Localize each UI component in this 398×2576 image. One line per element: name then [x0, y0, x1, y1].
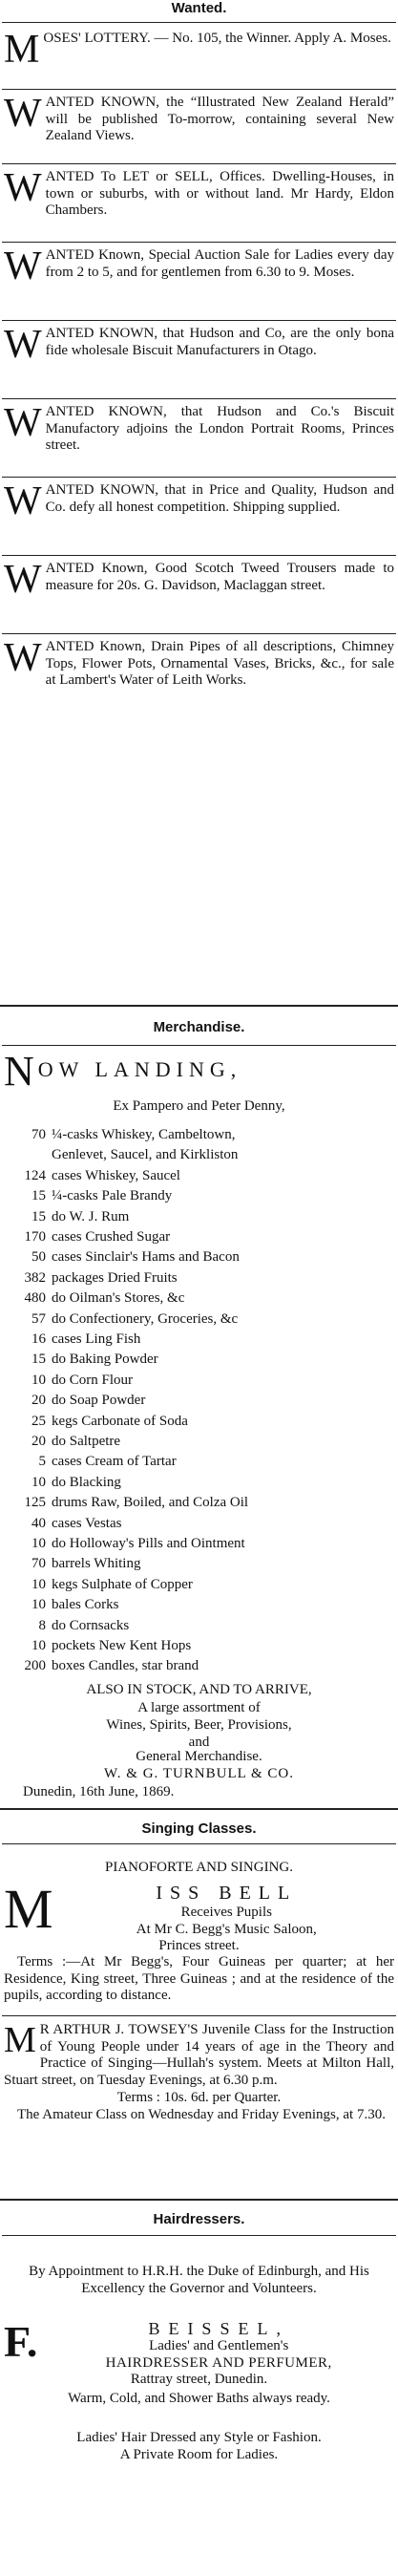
- assortment-line: Wines, Spirits, Beer, Provisions,: [106, 1717, 292, 1733]
- stock-description: Genlevet, Saucel, and Kirkliston: [52, 1147, 239, 1163]
- receives-pupils: Receives Pupils: [180, 1905, 272, 1920]
- stock-quantity: 16: [31, 1331, 46, 1347]
- divider: [2, 398, 396, 399]
- stock-description: boxes Candles, star brand: [52, 1658, 199, 1674]
- ad-text: ANTED KNOWN, that Hudson and Co, are the only bona fide wholesale Biscuit Manufacturers in Otago.: [45, 326, 394, 358]
- stock-item: [4, 1618, 394, 1634]
- stock-item: [4, 1331, 394, 1348]
- stock-item: [4, 1393, 394, 1409]
- stock-item: [4, 1516, 394, 1532]
- stock-item: [4, 1577, 394, 1593]
- stock-description: do Confectionery, Groceries, &c: [52, 1310, 239, 1327]
- wanted-ad: [4, 479, 394, 523]
- stock-quantity: 124: [24, 1167, 46, 1183]
- stock-item: [4, 1311, 394, 1328]
- divider: [2, 555, 396, 556]
- venue-street: Princes street.: [158, 1938, 240, 1953]
- stock-description: do Blacking: [52, 1474, 121, 1490]
- wanted-ad: [4, 245, 394, 288]
- stock-quantity: 25: [31, 1413, 46, 1429]
- divider: [2, 89, 396, 90]
- divider: [2, 633, 396, 634]
- wanted-ad: [4, 92, 394, 145]
- ad-text: ANTED KNOWN, that in Price and Quality, Hudson and Co. defy all honest competition. Shipping supplied.: [45, 482, 394, 515]
- stock-description: cases Whiskey, Saucel: [52, 1167, 180, 1183]
- assortment-line: General Merchandise.: [136, 1749, 262, 1764]
- divider: [2, 320, 396, 321]
- towsey-text: R ARTHUR J. TOWSEY'S Juvenile Class for the Instruction of Young People under 14 years of age in the Theory and Practice of Singing—Hullah's system. Meets at Milton Hall, Stuart street, on Tuesday Evenings, at 6.30 p.m.: [4, 2022, 394, 2088]
- divider: [0, 1005, 398, 1007]
- drop-cap: N: [4, 1048, 34, 1095]
- stock-description: do Cornsacks: [52, 1617, 130, 1633]
- teacher-name: ISS BELL: [156, 1883, 298, 1904]
- ad-text: ANTED Known, Drain Pipes of all descriptions, Chimney Tops, Flower Pots, Ornamental Vases, Bricks, &c., for sale at Lambert's Water of Leith Works.: [45, 639, 394, 688]
- stock-description: barrels Whiting: [52, 1556, 141, 1572]
- stock-quantity: 170: [24, 1229, 46, 1245]
- divider: [2, 2015, 396, 2016]
- now-landing-ad: [4, 1048, 394, 1095]
- ad-date: Dunedin, 16th June, 1869.: [23, 1784, 175, 1799]
- stock-item: [4, 1290, 394, 1307]
- stock-description: do Baking Powder: [52, 1352, 158, 1368]
- stock-quantity: 5: [38, 1454, 46, 1470]
- section-heading-hairdressers: Hairdressers.: [153, 2211, 245, 2227]
- stock-quantity: 15: [31, 1208, 46, 1224]
- assortment-line: and: [188, 1735, 210, 1750]
- stock-quantity: 20: [31, 1434, 46, 1449]
- drop-cap: M: [4, 1878, 53, 1940]
- assortment-line: A large assortment of: [137, 1700, 261, 1715]
- stock-quantity: 10: [31, 1638, 46, 1653]
- divider: [0, 1808, 398, 1810]
- also-in-stock: ALSO IN STOCK, AND TO ARRIVE,: [86, 1682, 312, 1697]
- ladies-notice: Ladies' Hair Dressed any Style or Fashion.: [76, 2430, 322, 2445]
- stock-quantity: 40: [31, 1515, 46, 1531]
- stock-description: do Saltpetre: [52, 1434, 121, 1449]
- wanted-ad: [4, 558, 394, 602]
- section-heading-singing: Singing Classes.: [141, 1820, 257, 1837]
- ad-text: OSES' LOTTERY. — No. 105, the Winner. Apply A. Moses.: [43, 31, 391, 46]
- stock-quantity: 70: [31, 1127, 46, 1142]
- ad-text: ANTED Known, Special Auction Sale for Ladies every day from 2 to 5, and for gentlemen from 6.30 to 9. Moses.: [45, 247, 394, 280]
- stock-description: cases Cream of Tartar: [52, 1454, 177, 1470]
- stock-quantity: [4, 1147, 52, 1163]
- divider: [2, 1843, 396, 1844]
- stock-item: [4, 1597, 394, 1613]
- stock-quantity: 125: [24, 1495, 46, 1511]
- stock-quantity: 200: [24, 1658, 46, 1674]
- divider: [2, 22, 396, 23]
- stock-quantity: 10: [31, 1536, 46, 1551]
- stock-quantity: 15: [31, 1352, 46, 1368]
- drop-cap: W: [4, 479, 42, 523]
- stock-quantity: 50: [31, 1249, 46, 1266]
- drop-cap: F.: [4, 2317, 38, 2366]
- drop-cap: W: [4, 166, 42, 210]
- towsey-amateur: The Amateur Class on Wednesday and Friday Evenings, at 7.30.: [17, 2106, 386, 2122]
- business-address: Rattray street, Dunedin.: [130, 2372, 268, 2387]
- business-line: HAIRDRESSER AND PERFUMER,: [105, 2354, 332, 2371]
- divider: [0, 2199, 398, 2201]
- stock-quantity: 10: [31, 1597, 46, 1613]
- beissel-ad: [4, 2319, 394, 2424]
- stock-description: do Corn Flour: [52, 1372, 134, 1388]
- stock-quantity: 382: [24, 1269, 46, 1286]
- divider: [2, 163, 396, 164]
- drop-cap: W: [4, 245, 42, 288]
- drop-cap: W: [4, 401, 42, 445]
- stock-description: drums Raw, Boiled, and Colza Oil: [52, 1495, 249, 1511]
- ad-text: ANTED KNOWN, the “Illustrated New Zealand Herald” will be published To-morrow, containing several New Zealand Views.: [45, 95, 394, 143]
- stock-item: [4, 1638, 394, 1654]
- stock-quantity: 20: [31, 1393, 46, 1409]
- business-line: Ladies' and Gentlemen's: [149, 2338, 289, 2353]
- stock-item: [4, 1229, 394, 1245]
- stock-item: [4, 1454, 394, 1470]
- stock-item: [4, 1209, 394, 1225]
- stock-description: bales Corks: [52, 1597, 119, 1613]
- ad-text: ANTED KNOWN, that Hudson and Co.'s Biscuit Manufactory adjoins the London Portrait Rooms, Princes street.: [45, 404, 394, 453]
- stock-description: cases Sinclair's Hams and Bacon: [52, 1249, 240, 1266]
- royal-appointment: By Appointment to H.R.H. the Duke of Edinburgh, and His Excellency the Governor and Volunteers.: [29, 2264, 369, 2296]
- stock-description: do Holloway's Pills and Ointment: [52, 1536, 245, 1551]
- stock-description: ¼-casks Whiskey, Cambeltown,: [52, 1127, 236, 1142]
- towsey-terms: Terms : 10s. 6d. per Quarter.: [116, 2090, 282, 2105]
- stock-item: [4, 1127, 394, 1143]
- stock-item: [4, 1556, 394, 1572]
- section-heading-wanted: Wanted.: [171, 0, 227, 16]
- stock-description: do W. J. Rum: [52, 1208, 130, 1224]
- stock-quantity: 15: [31, 1188, 46, 1204]
- stock-item: [4, 1434, 394, 1450]
- stock-item: [4, 1147, 394, 1163]
- baths-notice: Warm, Cold, and Shower Baths always ready.: [68, 2391, 330, 2406]
- stock-item: [4, 1495, 394, 1511]
- stock-description: cases Ling Fish: [52, 1331, 141, 1347]
- stock-description: kegs Carbonate of Soda: [52, 1413, 188, 1429]
- stock-description: ¼-casks Pale Brandy: [52, 1188, 173, 1204]
- divider: [2, 477, 396, 478]
- stock-description: packages Dried Fruits: [52, 1269, 178, 1286]
- stock-item: [4, 1658, 394, 1674]
- ad-text: ANTED Known, Good Scotch Tweed Trousers made to measure for 20s. G. Davidson, Maclaggan street.: [45, 561, 394, 593]
- stock-description: do Oilman's Stores, &c: [52, 1290, 185, 1307]
- pianoforte-heading: PIANOFORTE AND SINGING.: [104, 1860, 294, 1875]
- stock-quantity: 8: [38, 1617, 46, 1633]
- divider: [2, 1045, 396, 1046]
- stock-quantity: 10: [31, 1372, 46, 1388]
- private-room-notice: A Private Room for Ladies.: [119, 2447, 279, 2462]
- divider: [2, 242, 396, 243]
- divider: [2, 2235, 396, 2236]
- wanted-ad: [4, 166, 394, 220]
- stock-description: pockets New Kent Hops: [52, 1638, 192, 1653]
- stock-quantity: 57: [31, 1310, 46, 1327]
- stock-item: [4, 1188, 394, 1204]
- ad-title: OW LANDING,: [37, 1057, 242, 1081]
- stock-quantity: 10: [31, 1576, 46, 1592]
- drop-cap: W: [4, 92, 42, 136]
- drop-cap: W: [4, 558, 42, 602]
- stock-item: [4, 1373, 394, 1389]
- stock-item: [4, 1414, 394, 1430]
- stock-item: [4, 1249, 394, 1266]
- ad-text: ANTED To LET or SELL, Offices. Dwelling-Houses, in town or suburbs, with or without land. Mr Hardy, Eldon Chambers.: [45, 169, 394, 218]
- venue: At Mr C. Begg's Music Saloon,: [136, 1921, 317, 1937]
- wanted-ad: [4, 636, 394, 690]
- drop-cap: W: [4, 323, 42, 367]
- stock-description: kegs Sulphate of Copper: [52, 1576, 193, 1592]
- stock-item: [4, 1352, 394, 1368]
- drop-cap: M: [4, 28, 40, 72]
- drop-cap: W: [4, 636, 42, 680]
- stock-item: [4, 1270, 394, 1287]
- business-name: BEISSEL,: [148, 2319, 289, 2338]
- stock-item: [4, 1536, 394, 1552]
- stock-item: [4, 1475, 394, 1491]
- wanted-ad: [4, 323, 394, 367]
- firm-name: W. & G. TURNBULL & CO.: [104, 1766, 294, 1781]
- stock-description: cases Crushed Sugar: [52, 1229, 171, 1245]
- singing-terms: Terms :—At Mr Begg's, Four Guineas per quarter; at her Residence, King street, Three Guineas ; and at the residence of the pupils, according to distance.: [4, 1954, 394, 2003]
- section-heading-merchandise: Merchandise.: [153, 1019, 245, 1035]
- wanted-ad: [4, 28, 394, 72]
- ship-names: Ex Pampero and Peter Denny,: [113, 1098, 285, 1114]
- stock-quantity: 70: [31, 1556, 46, 1572]
- stock-description: cases Vestas: [52, 1515, 122, 1531]
- stock-description: do Soap Powder: [52, 1393, 146, 1409]
- stock-quantity: 10: [31, 1474, 46, 1490]
- stock-item: [4, 1168, 394, 1184]
- towsey-ad: [4, 2022, 394, 2123]
- stock-quantity: 480: [24, 1290, 46, 1307]
- drop-cap: M: [4, 2020, 36, 2060]
- wanted-ad: [4, 401, 394, 455]
